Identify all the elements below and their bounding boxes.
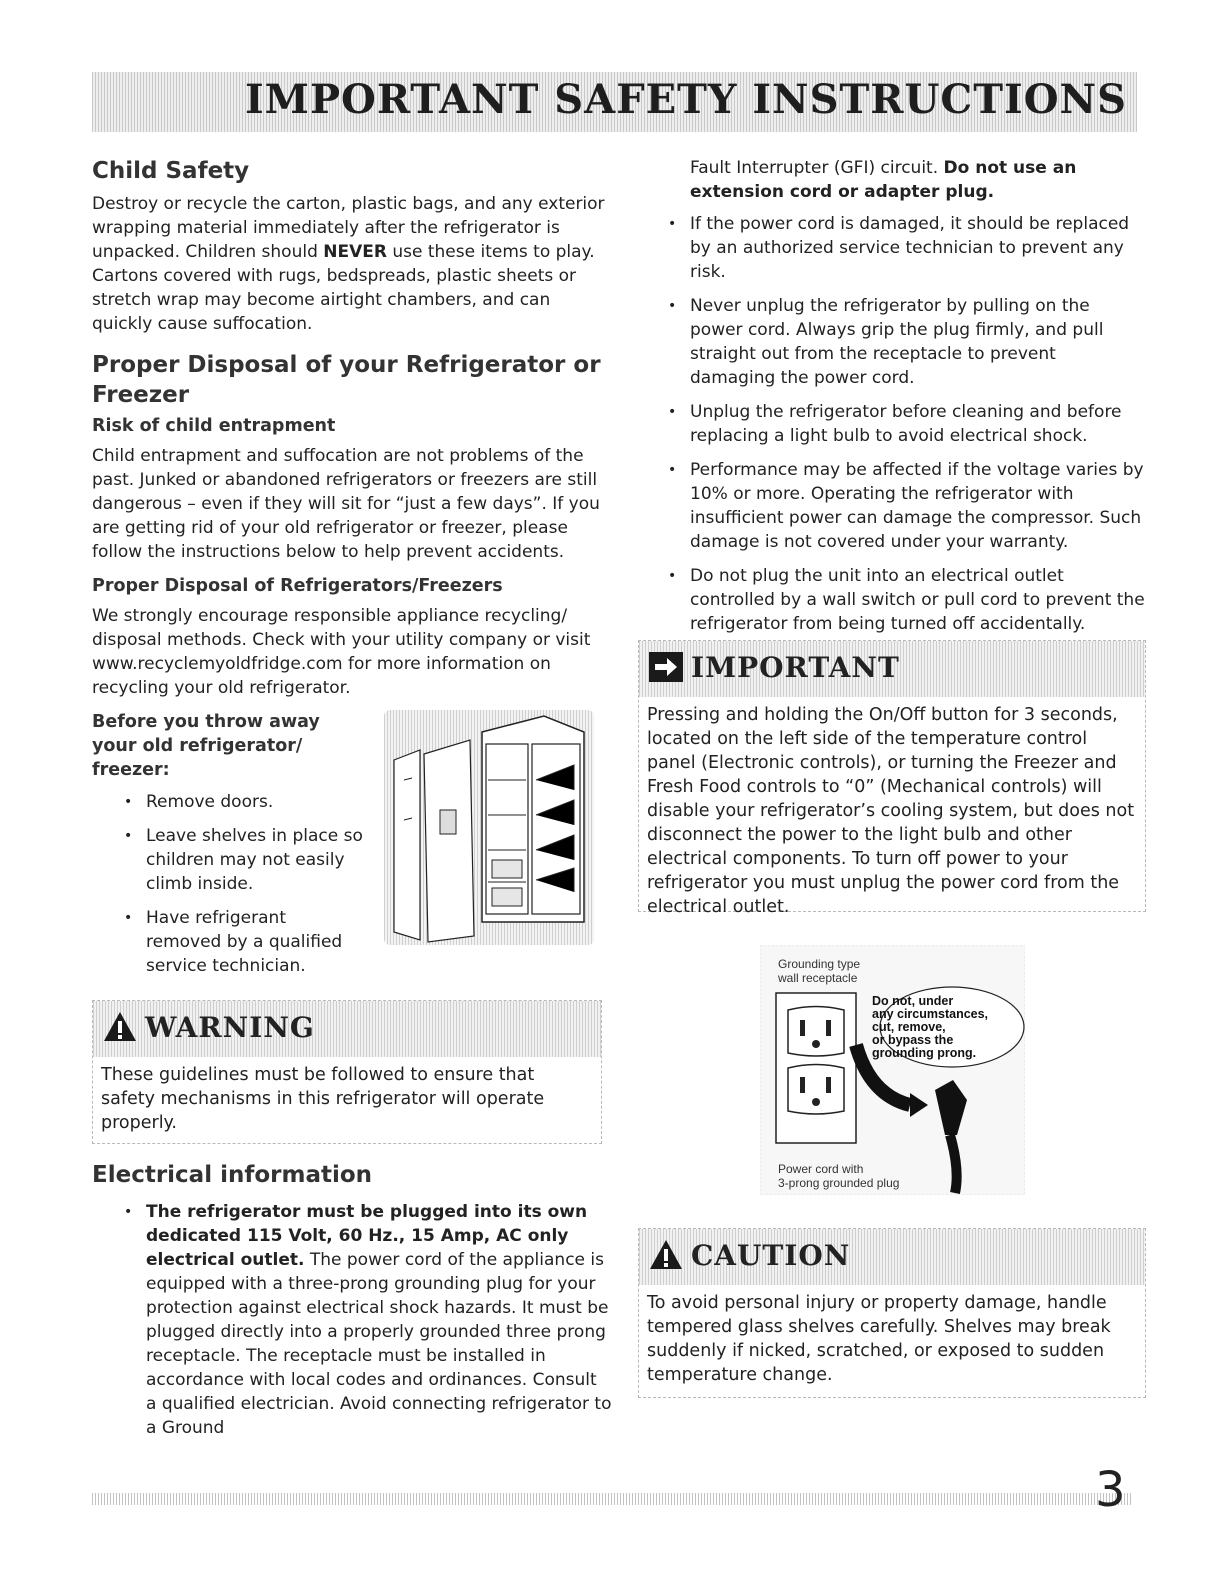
proper-disposal-heading: Proper Disposal of Refrigerators/Freezers [92, 576, 503, 596]
child-safety-heading: Child Safety [92, 158, 250, 184]
list-item: • Never unplug the refrigerator by pulling on the power cord. Always grip the plug firmly, and pull straight out from the receptacle to prevent damaging the power cord. [690, 294, 1145, 390]
header-banner [92, 72, 1137, 132]
disposal-heading: Proper Disposal of your Refrigerator or Freezer [92, 352, 601, 408]
page-title: IMPORTANT SAFETY INSTRUCTIONS [244, 76, 1127, 123]
important-title: IMPORTANT [691, 651, 900, 684]
electrical-section [92, 1160, 612, 1440]
list-item: • Do not plug the unit into an electrical outlet controlled by a wall switch or pull cord to prevent the refrigerator from being turned off accidentally. [690, 564, 1145, 636]
warning-text: These guidelines must be followed to ensure that safety mechanisms in this refrigerator will operate properly. [101, 1065, 545, 1133]
arrow-right-icon [649, 650, 683, 684]
electrical-bullets [690, 212, 1145, 636]
electrical-list [146, 1200, 612, 1440]
caution-header [639, 1229, 1145, 1285]
electrical-heading: Electrical information [92, 1162, 373, 1188]
risk-text: Child entrapment and suffocation are not problems of the past. Junked or abandoned refrigerators or freezers are still dangerous – even if they will sit for “just a few days”. If you are getting rid of your old refrigerator or freezer, please follow the instructions below to help prevent accidents. [92, 446, 600, 562]
footer-bar [92, 1493, 1132, 1505]
warning-triangle-icon [103, 1010, 137, 1044]
right-column [650, 148, 1145, 636]
before-throw-away-list [146, 790, 366, 978]
list-item: • Remove doors. [146, 790, 366, 814]
child-safety-text [92, 192, 612, 336]
list-item [146, 1200, 612, 1440]
electrical-text: The power cord of the appliance is equipped with a three-prong grounding plug for your protection against electrical shock hazards. It must be plugged directly into a properly grounded three prong receptacle. The receptacle must be installed in accordance with local codes and ordinances. Consult a qualified electrician. Avoid connecting refrigerator to a Ground [146, 1250, 612, 1438]
grounding-diagram [760, 945, 1025, 1195]
child-safety-text-a: Destroy or recycle the carton, plastic bags, and any exterior wrapping material immediately after the refrigerator is unpacked. Children should [92, 194, 605, 262]
risk-heading: Risk of child entrapment [92, 416, 336, 436]
before-throw-away-block [92, 710, 612, 990]
proper-disposal-text: We strongly encourage responsible appliance recycling/ disposal methods. Check with your utility company or visit www.recyclemyoldfridge.com for more information on recycling your old refrigerator. [92, 606, 591, 698]
page-number: 3 [1095, 1462, 1126, 1518]
list-item: • Have refrigerant removed by a qualified service technician. [146, 906, 366, 978]
electrical-bold-text: The refrigerator must be plugged into its own dedicated 115 Volt, 60 Hz., 15 Amp, AC only electrical outlet. [146, 1202, 588, 1270]
child-safety-never: NEVER [323, 242, 387, 262]
electrical-continued [690, 156, 1145, 204]
list-item: • Leave shelves in place so children may not easily climb inside. [146, 824, 366, 896]
warning-header [93, 1001, 601, 1057]
grounding-warning-callout: Do not, under any circumstances, cut, remove, or bypass the grounding prong. [872, 994, 989, 1060]
electrical-continued-bold: Do not use an extension cord or adapter plug. [690, 158, 1077, 202]
important-header [639, 641, 1145, 697]
important-box [638, 640, 1146, 917]
electrical-continued-text: Fault Interrupter (GFI) circuit. [690, 158, 944, 178]
list-item: • Unplug the refrigerator before cleaning and before replacing a light bulb to avoid electrical shock. [690, 400, 1145, 448]
refrigerator-illustration [384, 710, 604, 950]
receptacle-label: Grounding type wall receptacle [778, 957, 861, 985]
important-text: Pressing and holding the On/Off button for 3 seconds, located on the left side of the temperature control panel (Electronic controls), or turning the Freezer and Fresh Food controls to “0” (Mechanical controls) will disable your refrigerator’s cooling system, but does not disconnect the power to the light bulb and other electrical components. To turn off power to your refrigerator you must unplug the power cord from the electrical outlet. [647, 705, 1135, 917]
warning-triangle-icon [649, 1238, 683, 1272]
list-item: • Performance may be affected if the voltage varies by 10% or more. Operating the refrigerator with insufficient power can damage the compressor. Such damage is not covered under your warranty. [690, 458, 1145, 554]
left-column [92, 148, 612, 990]
list-item: • If the power cord is damaged, it should be replaced by an authorized service technician to prevent any risk. [690, 212, 1145, 284]
plug-label: Power cord with 3-prong grounded plug [778, 1162, 900, 1190]
warning-title: WARNING [145, 1011, 315, 1044]
warning-box [92, 1000, 602, 1144]
caution-box [638, 1228, 1146, 1398]
child-safety-text-b: use these items to play. Cartons covered with rugs, bedspreads, plastic sheets or stretch wrap may become airtight chambers, and can quickly cause suffocation. [92, 242, 595, 334]
caution-text: To avoid personal injury or property damage, handle tempered glass shelves carefully. Shelves may break suddenly if nicked, scratched, or exposed to sudden temperature change. [647, 1293, 1111, 1385]
before-throw-away-heading: Before you throw away your old refrigerator/ freezer: [92, 712, 320, 780]
caution-title: CAUTION [691, 1239, 851, 1272]
